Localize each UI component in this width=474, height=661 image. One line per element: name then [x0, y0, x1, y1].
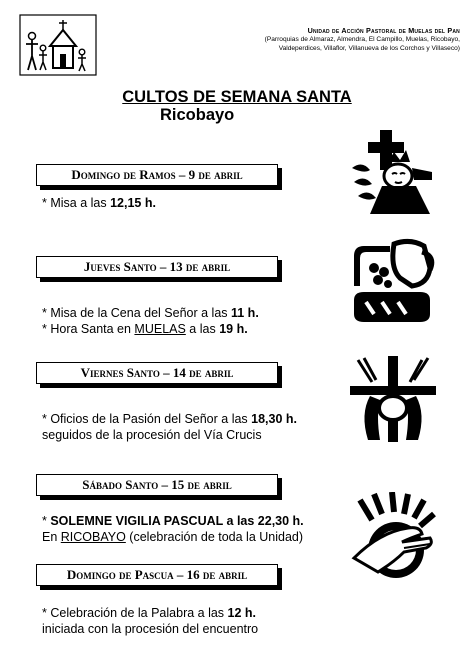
palm-crown-cross-icon: [350, 128, 436, 214]
schedule-line: [42, 428, 262, 443]
schedule-text: * Oficios de la Pasión del Señor a las: [42, 412, 252, 426]
page-title-wrap: [0, 88, 474, 107]
schedule-text: 12,15 h.: [110, 196, 156, 210]
day-heading-domingo-ramos: Domingo de Ramos – 9 de abril: [36, 164, 278, 186]
church-family-logo-icon: [18, 14, 98, 76]
schedule-text: * Misa de la Cena del Señor a las: [42, 306, 231, 320]
schedule-line: [42, 196, 156, 211]
rising-sun-hand-icon: [350, 492, 436, 578]
schedule-text: 11 h.: [231, 306, 259, 320]
schedule-text: a las: [185, 322, 220, 336]
schedule-text: 19 h.: [219, 322, 248, 336]
schedule-text: iniciada con la procesión del encuentro: [42, 622, 259, 636]
schedule-text: * Celebración de la Palabra a las: [42, 606, 228, 620]
schedule-line: [42, 322, 248, 337]
schedule-line: [42, 306, 259, 321]
crucifix-icon: [350, 356, 436, 442]
schedule-line: [42, 412, 297, 427]
page-subtitle: Ricobayo: [160, 106, 235, 124]
schedule-line: [42, 606, 256, 621]
schedule-text: 12 h.: [227, 606, 257, 620]
schedule-line: [42, 514, 304, 529]
organization-name: Unidad de Acción Pastoral de Muelas del Pan: [307, 26, 460, 35]
organization-header: [160, 26, 460, 53]
page-title: CULTOS DE SEMANA SANTA: [122, 88, 352, 106]
schedule-text: seguidos de la procesión del Vía Crucis: [42, 428, 262, 442]
schedule-line: [42, 530, 303, 545]
schedule-text: 18,30 h.: [251, 412, 298, 426]
schedule-text: * Misa a las: [42, 196, 111, 210]
parishes-line-1: (Parroquias de Almaraz, Almendra, El Campillo, Muelas, Ricobayo,: [264, 36, 460, 43]
jug-washing-bread-icon: [350, 238, 436, 324]
schedule-text: *: [42, 514, 51, 528]
schedule-text: En: [42, 530, 61, 544]
schedule-line: [42, 622, 258, 637]
schedule-text: (celebración de toda la Unidad): [125, 530, 304, 544]
schedule-text: RICOBAYO: [60, 530, 126, 544]
parishes-line-2: Valdeperdices, Villaflor, Villanueva de los Corchos y Villaseco): [278, 45, 460, 52]
day-heading-jueves-santo: Jueves Santo – 13 de abril: [36, 256, 278, 278]
schedule-text: * Hora Santa en: [42, 322, 135, 336]
day-heading-domingo-pascua: Domingo de Pascua – 16 de abril: [36, 564, 278, 586]
schedule-text: SOLEMNE VIGILIA PASCUAL a las 22,30 h.: [50, 514, 304, 528]
schedule-text: MUELAS: [134, 322, 186, 336]
day-heading-viernes-santo: Viernes Santo – 14 de abril: [36, 362, 278, 384]
day-heading-sabado-santo: Sábado Santo – 15 de abril: [36, 474, 278, 496]
